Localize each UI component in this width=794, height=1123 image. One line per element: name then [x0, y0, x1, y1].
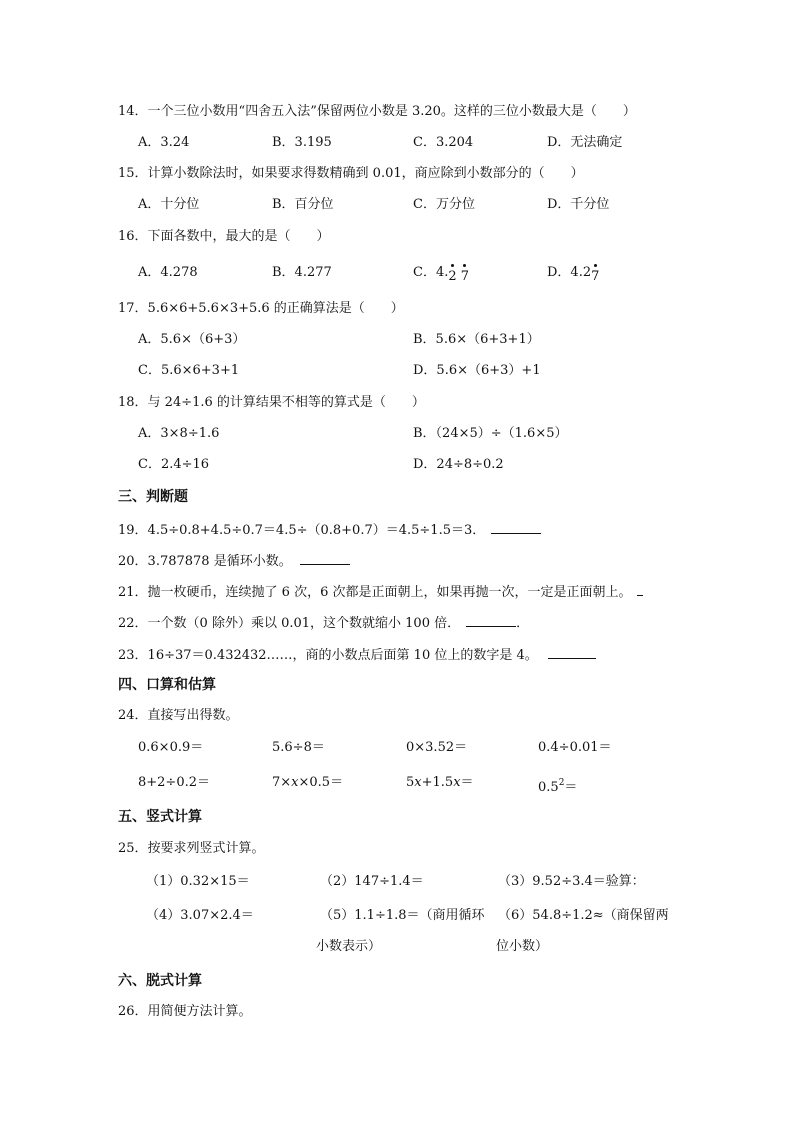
oral-part: ×0.5＝ — [298, 775, 344, 790]
question-20-text: 20．3.787878 是循环小数。 — [118, 554, 292, 569]
q16-option-c — [413, 264, 469, 282]
variable-x: x — [414, 775, 422, 790]
variable-x: x — [291, 775, 299, 790]
q16-option-d — [547, 264, 599, 282]
question-26-stem: 26．用简便方法计算。 — [118, 1004, 252, 1019]
q18-option-b: B．（24×5）÷（1.6×5） — [413, 426, 568, 441]
question-23-text: 23．16÷37＝0.432432……，商的小数点后面第 10 位上的数字是 4。 — [118, 648, 538, 663]
oral-part: 0.5 — [538, 780, 559, 795]
oral-part: ＝ — [564, 780, 578, 795]
q17-option-c: C．5.6×6+3+1 — [138, 363, 240, 378]
question-15-stem: 15．计算小数除法时，如果要求得数精确到 0.01，商应除到小数部分的（ ） — [118, 166, 584, 181]
question-22-text: 22．一个数（0 除外）乘以 0.01，这个数就缩小 100 倍． — [118, 616, 461, 631]
question-17-stem: 17．5.6×6+5.6×3+5.6 的正确算法是（ ） — [118, 301, 404, 316]
oral-item: 8+2÷0.2＝ — [138, 775, 211, 790]
repeating-digit: 7 — [591, 269, 600, 284]
answer-blank[interactable] — [491, 520, 541, 534]
q18-option-c: C．2.4÷16 — [138, 457, 210, 472]
question-22 — [118, 613, 529, 633]
question-19 — [118, 520, 541, 540]
question-25-stem: 25．按要求列竖式计算。 — [118, 841, 265, 856]
oral-part: +1.5 — [421, 775, 454, 790]
vertical-item-6-continued: 位小数） — [496, 939, 549, 954]
vertical-item: （2）147÷1.4＝ — [320, 874, 424, 889]
question-23 — [118, 645, 596, 665]
oral-item — [538, 774, 577, 797]
q16-option-a: A．4.278 — [138, 265, 198, 280]
vertical-item: （4）3.07×2.4＝ — [146, 908, 254, 923]
oral-part: 5 — [406, 775, 415, 790]
oral-item — [406, 774, 474, 792]
vertical-item: （1）0.32×15＝ — [146, 874, 250, 889]
vertical-item: （5）1.1÷1.8＝（商用循环 — [320, 908, 485, 923]
q17-option-b: B．5.6×（6+3+1） — [413, 332, 540, 347]
question-22-end: ． — [516, 616, 530, 631]
oral-item: 0×3.52＝ — [406, 740, 468, 755]
question-24-stem: 24．直接写出得数。 — [118, 708, 239, 723]
question-18-stem: 18．与 24÷1.6 的计算结果不相等的算式是（ ） — [118, 395, 425, 410]
q18-option-d: D．24÷8÷0.2 — [413, 457, 504, 472]
oral-part: ＝ — [460, 775, 474, 790]
section-heading-oral: 四、口算和估算 — [118, 677, 216, 693]
section-heading-vertical: 五、竖式计算 — [118, 809, 202, 825]
vertical-item-5-continued: 小数表示） — [316, 939, 382, 954]
oral-item — [272, 774, 343, 792]
repeating-digit: 2 — [448, 269, 457, 284]
answer-blank[interactable] — [637, 582, 643, 596]
oral-item: 0.4÷0.01＝ — [538, 740, 612, 755]
question-19-text: 19．4.5÷0.8+4.5÷0.7＝4.5÷（0.8+0.7）＝4.5÷1.5＝3． — [118, 523, 486, 538]
q15-option-c: C．万分位 — [413, 197, 475, 212]
oral-part: 7× — [272, 775, 292, 790]
exponent: 2 — [558, 778, 565, 788]
q14-option-a: A．3.24 — [138, 135, 190, 150]
q15-option-a: A．十分位 — [138, 197, 200, 212]
section-heading-stepwise: 六、脱式计算 — [118, 973, 202, 989]
q14-option-c: C．3.204 — [413, 135, 474, 150]
q15-option-b: B．百分位 — [272, 197, 334, 212]
vertical-item: （6）54.8÷1.2≈（商保留两 — [498, 908, 669, 923]
q17-option-d: D．5.6×（6+3）+1 — [413, 363, 541, 378]
answer-blank[interactable] — [548, 645, 596, 659]
q17-option-a: A．5.6×（6+3） — [138, 332, 246, 347]
oral-item: 0.6×0.9＝ — [138, 740, 204, 755]
section-heading-judge: 三、判断题 — [118, 489, 188, 505]
answer-blank[interactable] — [466, 613, 516, 627]
answer-blank[interactable] — [300, 551, 350, 565]
q16-option-b: B．4.277 — [272, 265, 332, 280]
question-16-stem: 16．下面各数中，最大的是（ ） — [118, 229, 330, 244]
q15-option-d: D．千分位 — [547, 197, 610, 212]
variable-x: x — [453, 775, 461, 790]
question-14-stem: 14．一个三位小数用“四舍五入法”保留两位小数是 3.20。这样的三位小数最大是（ ） — [118, 104, 636, 119]
q14-option-d: D．无法确定 — [547, 135, 623, 150]
q16-option-d-label: D．4.2 — [547, 265, 592, 280]
vertical-item: （3）9.52÷3.4＝验算： — [498, 874, 645, 889]
q16-option-c-label: C．4. — [413, 265, 449, 280]
question-21 — [118, 582, 643, 602]
q14-option-b: B．3.195 — [272, 135, 332, 150]
q18-option-a: A．3×8÷1.6 — [138, 426, 220, 441]
repeating-digit: 7 — [460, 269, 470, 284]
oral-item: 5.6÷8＝ — [272, 740, 325, 755]
question-21-text: 21．抛一枚硬币，连续抛了 6 次，6 次都是正面朝上，如果再抛一次，一定是正面朝上。 — [118, 585, 632, 600]
question-20 — [118, 551, 350, 571]
